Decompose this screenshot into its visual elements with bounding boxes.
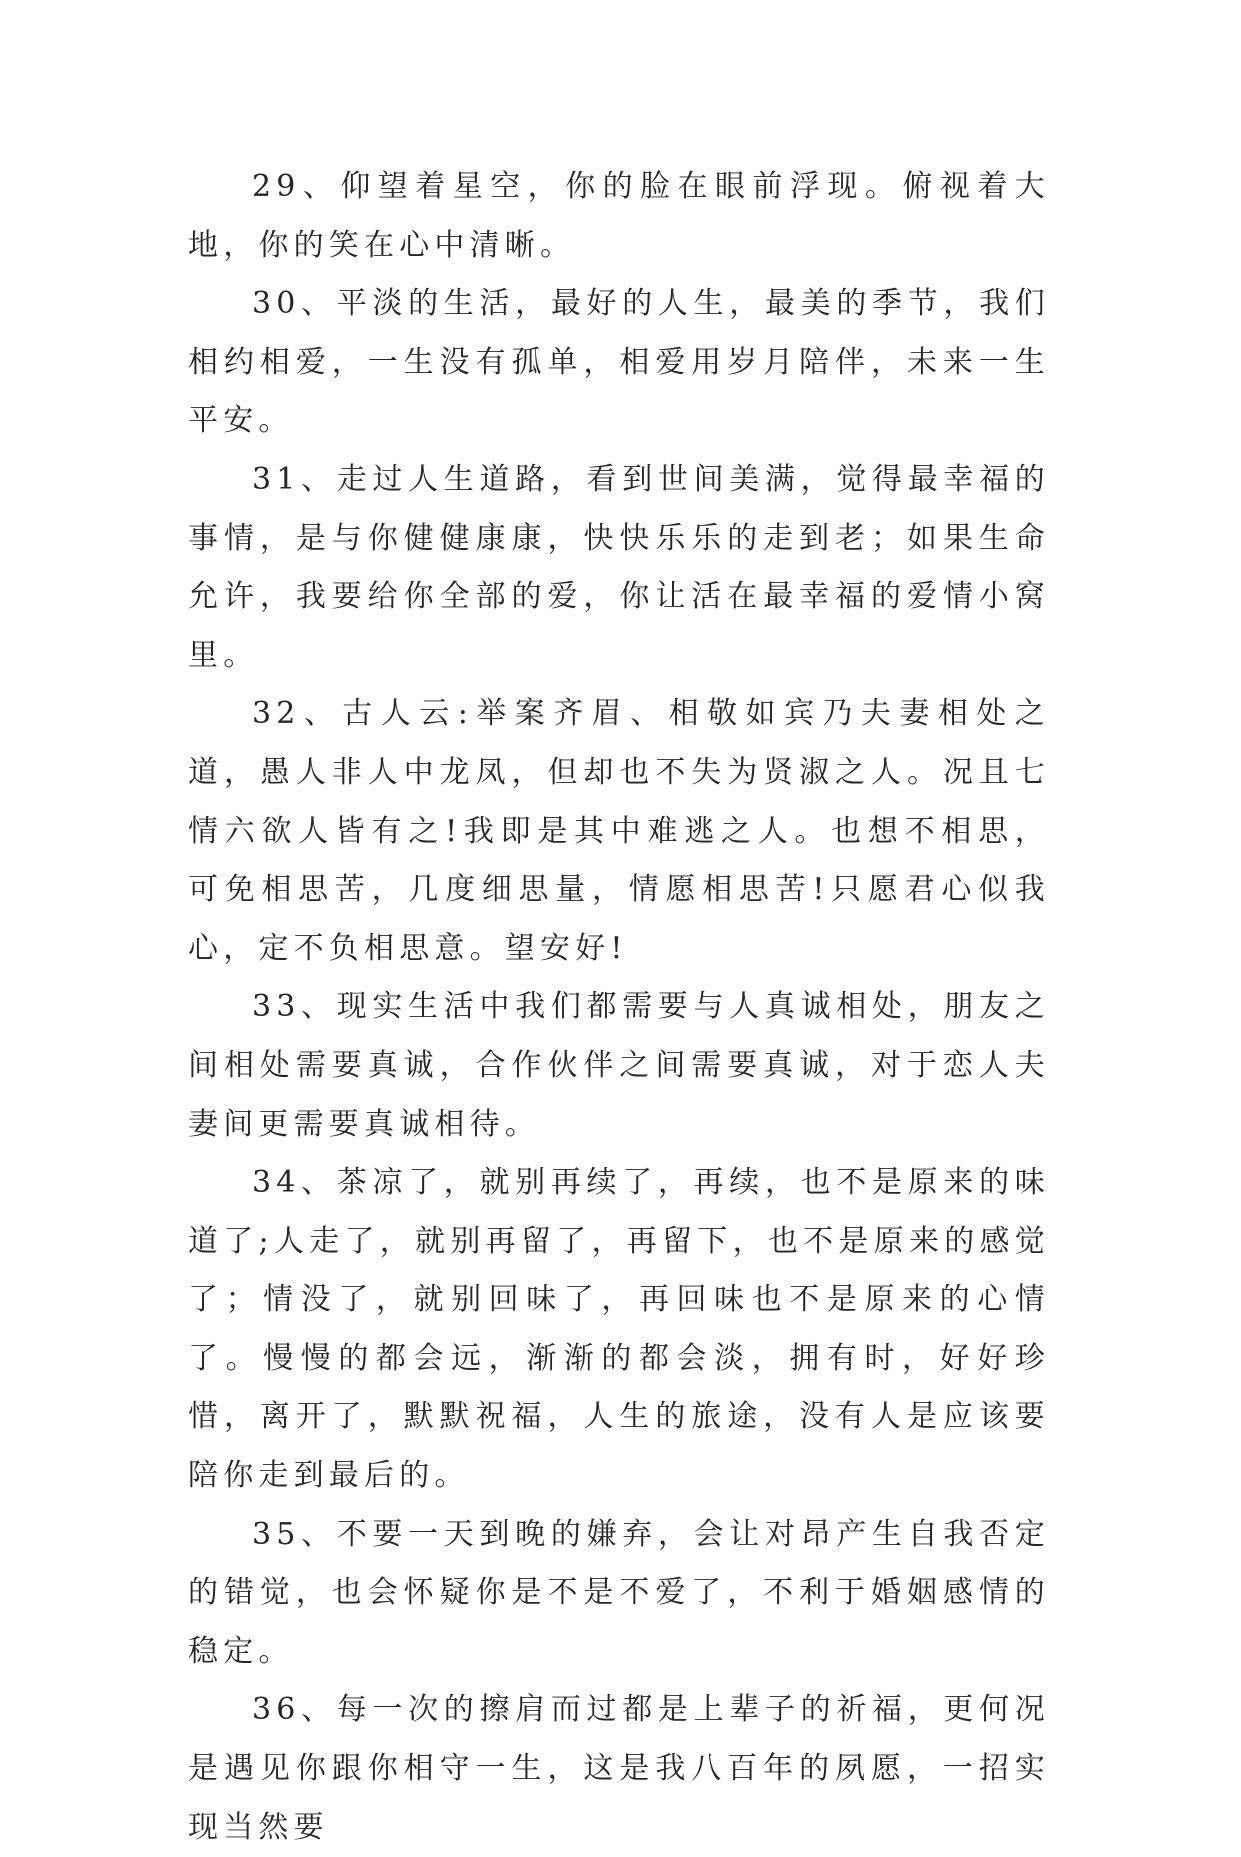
paragraph-29: 29、仰望着星空，你的脸在眼前浮现。俯视着大地，你的笑在心中清晰。 <box>188 169 1050 263</box>
paragraph-32: 32、古人云:举案齐眉、相敬如宾乃夫妻相处之道，愚人非人中龙凤，但却也不失为贤淑之人。况且七情六欲人皆有之!我即是其中难逃之人。也想不相思，可免相思苦，几度细思量，情愿相思苦!只愿君心似我心，定不负相思意。望安好! <box>188 696 1050 966</box>
paragraph-35: 35、不要一天到晚的嫌弃，会让对昂产生自我否定的错觉，也会怀疑你是不是不爱了，不利于婚姻感情的稳定。 <box>188 1516 1050 1669</box>
paragraph-30: 30、平淡的生活，最好的人生，最美的季节，我们相约相爱，一生没有孤单，相爱用岁月陪伴，未来一生平安。 <box>188 286 1050 439</box>
paragraph-33: 33、现实生活中我们都需要与人真诚相处，朋友之间相处需要真诚，合作伙伴之间需要真诚，对于恋人夫妻间更需要真诚相待。 <box>188 989 1050 1142</box>
document-body <box>188 158 1050 1857</box>
paragraph-34: 34、茶凉了，就别再续了，再续，也不是原来的味道了;人走了，就别再留了，再留下，也不是原来的感觉了；情没了，就别回味了，再回味也不是原来的心情了。慢慢的都会远，渐渐的都会淡，拥有时，好好珍惜，离开了，默默祝福，人生的旅途，没有人是应该要陪你走到最后的。 <box>188 1165 1050 1494</box>
paragraph-31: 31、走过人生道路，看到世间美满，觉得最幸福的事情，是与你健健康康，快快乐乐的走到老；如果生命允许，我要给你全部的爱，你让活在最幸福的爱情小窝里。 <box>188 461 1050 673</box>
paragraph-36: 36、每一次的擦肩而过都是上辈子的祈福，更何况是遇见你跟你相守一生，这是我八百年的夙愿，一招实现当然要 <box>188 1692 1050 1845</box>
